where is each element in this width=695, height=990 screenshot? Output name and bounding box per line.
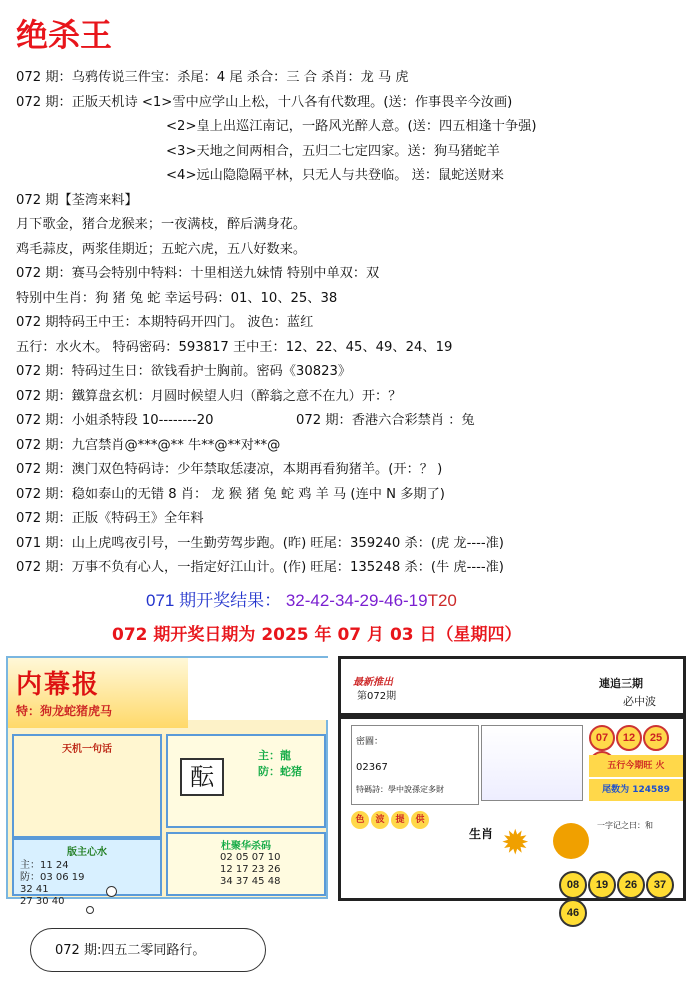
wuxing-label: 五行今期旺 火 (589, 755, 683, 777)
line: 072 期：正版《特码王》全年料 (16, 511, 204, 526)
number-ball: 37 (646, 871, 674, 899)
line-pair (16, 409, 686, 434)
pick-row: 32 41 (20, 884, 49, 895)
line: <3>天地之间两相合，五归二七定四家。送：狗马猪蛇羊 (166, 143, 500, 159)
line: 鸡毛蒜皮，两浆佳期近；五蛇六虎，五八好数来。 (16, 241, 307, 257)
line: 072 期：正版天机诗 <1>雪中应学山上松，十八各有代数理。(送：作事畏辛今汝画) (16, 94, 513, 110)
pick-row: 主：11 24 (20, 860, 69, 871)
blank-area (188, 658, 328, 720)
divider (341, 713, 683, 719)
line: 072 期：万事不负有心人，一指定好江山计。(作) 旺尾：135248 杀：(牛 虎----准) (16, 560, 504, 575)
number-ball: 08 (559, 871, 587, 899)
forecast-lines (16, 66, 686, 581)
number-ball: 12 (616, 725, 642, 751)
illustration (481, 725, 583, 801)
result-numbers: 32-42-34-29-46-19 (285, 591, 428, 610)
main-zodiac (258, 748, 302, 780)
issue-label: 第072期 (357, 691, 397, 702)
bubble-dot (86, 906, 94, 914)
line: 072 期：九宫禁肖@***@** 牛**@**对**@ (16, 437, 281, 453)
zodiac-label: 生肖 (469, 827, 494, 841)
line: 072 期：香港六合彩禁肖 ：兔 (296, 413, 475, 428)
page-title: 绝杀王 (16, 16, 113, 54)
chase-label: 連追三期 (599, 677, 643, 690)
image-subtitle: 特：狗龙蛇猪虎马 (16, 704, 113, 718)
pick-row: 防：03 06 19 (20, 872, 85, 883)
thought-bubble: 072 期:四五二零同路行。 (30, 928, 266, 972)
image-header (8, 658, 188, 728)
result-special: T20 (427, 591, 457, 610)
number-ball: 26 (617, 871, 645, 899)
number-ball: 46 (559, 899, 587, 927)
line: 072 期：赛马会特别中特料：十里相送九妹情 特别中单双：双 (16, 266, 380, 281)
wave-tags (351, 807, 431, 829)
result-label: 071 期开奖结果： (146, 591, 282, 610)
tag: 色 (351, 811, 369, 829)
kill-code-title: 杜聚华杀码 (221, 841, 271, 852)
line: 月下歌金，猪合龙猴来；一夜满枝，醉后满身花。 (16, 217, 307, 232)
zodiac-guard: 防：蛇猪 (258, 765, 302, 778)
pick-row: 27 30 40 (20, 896, 65, 907)
host-pick-box (12, 838, 162, 907)
hint-box (12, 734, 162, 838)
line: <2>皇上出巡江南记，一路风光醉人意。(送：四五相逢十争强) (166, 119, 537, 134)
line: 072 期：乌鸦传说三件宝：杀尾：4 尾 杀合：三 合 杀肖：龙 马 虎 (16, 70, 409, 85)
bottom-balls (559, 871, 683, 927)
line: 071 期：山上虎鸣夜引号，一生勤劳驾步跑。(昨) 旺尾：359240 杀：(虎 龙----准) (16, 535, 504, 551)
number-ball: 25 (643, 725, 669, 751)
draw-date: 072 期开奖日期为 2025 年 07 月 03 日（星期四） (112, 625, 522, 645)
code-box (351, 725, 479, 805)
line: 072 期【荃湾来料】 (16, 192, 138, 208)
number-ball: 19 (588, 871, 616, 899)
tiger-icon (553, 823, 589, 859)
line: 072 期：小姐杀特段 10--------20 (16, 413, 214, 428)
big-character: 酝 (180, 758, 224, 796)
line: 特别中生肖：狗 猪 兔 蛇 幸运号码：01、10、25、38 (16, 290, 338, 306)
burst-icon: ✹ (501, 823, 530, 863)
code-number: 02367 (356, 762, 388, 773)
zodiac-main: 主：龍 (258, 749, 291, 762)
kill-code-numbers: 02 05 07 10 12 17 23 26 34 37 45 48 (220, 852, 281, 887)
tag: 供 (411, 811, 429, 829)
one-word-note: 一字记之曰：和 (597, 821, 653, 830)
tag: 提 (391, 811, 409, 829)
inside-news-image (6, 656, 328, 907)
tag: 波 (371, 811, 389, 829)
latest-release-image (338, 656, 686, 919)
code-label: 密圖： (356, 737, 384, 747)
image-title: 内幕报 (16, 670, 101, 700)
line: 072 期：稳如泰山的无错 8 肖： 龙 猴 猪 兔 蛇 鸡 羊 马 (连中 N 多期了) (16, 486, 445, 502)
draw-result (146, 586, 457, 611)
host-pick-title: 版主心水 (67, 847, 107, 858)
number-ball: 07 (589, 725, 615, 751)
blank-area (413, 659, 549, 701)
kill-code-box (166, 832, 326, 896)
wave-label: 必中波 (623, 695, 656, 708)
line: 072 期：澳门双色特码诗：少年禁取恁凄凉，本期再看狗猪羊。(开：？ ) (16, 462, 443, 477)
bubble-dot (106, 886, 117, 897)
line: 072 期：特码过生日：欲钱看护士胸前。密码《30823》 (16, 364, 352, 379)
zodiac-box (166, 734, 326, 828)
host-pick-numbers (20, 860, 85, 908)
latest-label: 最新推出 (353, 677, 393, 688)
line: 072 期：鐵算盘玄机：月圆时候望人归（醉翁之意不在九）开：？ (16, 388, 402, 404)
line: <4>远山隐隐隔平林，只无人与共登临。 送：鼠蛇送财来 (166, 168, 504, 183)
line: 072 期特码王中王：本期特码开四门。 波色：蓝红 (16, 315, 314, 330)
line: 五行：水火木。 特码密码：593817 王中王：12、22、45、49、24、19 (16, 339, 453, 355)
special-poem: 特碼詩：學中說孫定多財 (356, 785, 444, 794)
hint-box-title: 天机一句话 (62, 744, 112, 755)
tail-label: 尾数为 124589 (589, 779, 683, 801)
